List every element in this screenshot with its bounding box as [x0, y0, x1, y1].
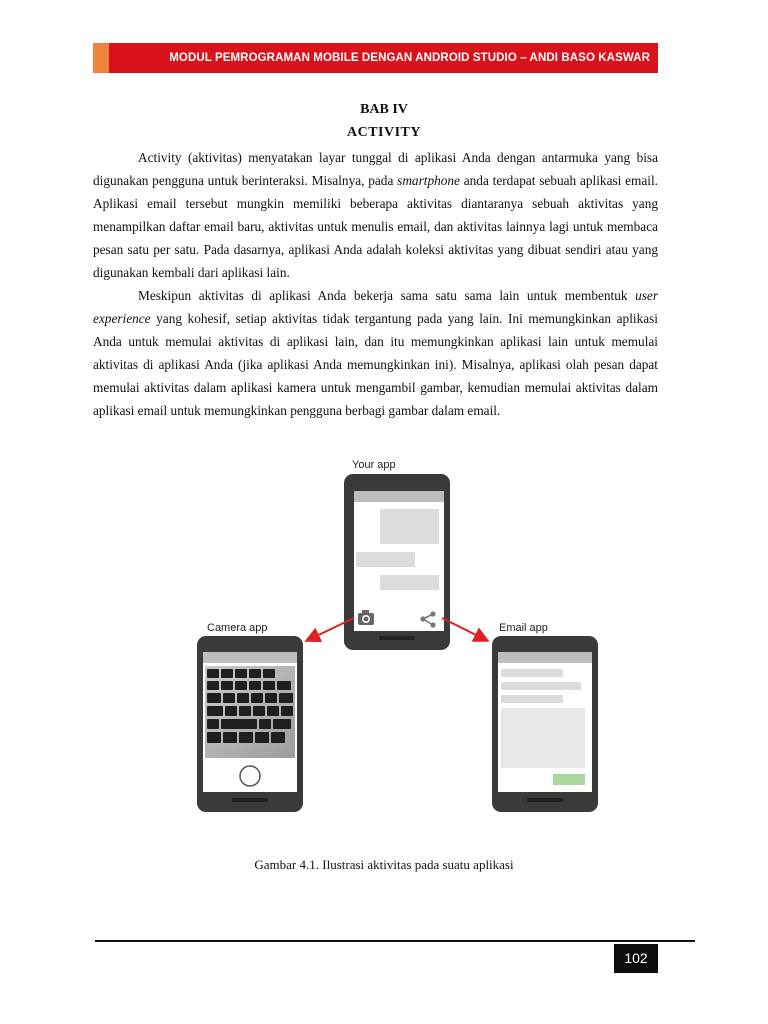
paragraph-2: Meskipun aktivitas di aplikasi Anda bekerja sama satu sama lain untuk membentuk user experience yang kohesif, setiap aktivitas tidak tergantung pada yang lain. Ini memungkinkan aplikasi Anda untuk memulai aktivitas di aplikasi lain, dan itu memungkinkan aplikasi lain untuk memulai aktivitas di aplikasi Anda (jika aplikasi Anda memungkinkan ini). Misalnya, aplikasi olah pesan dapat memulai aktivitas dalam aplikasi kamera untuk mengambil gambar, kemudian memulai aktivitas dalam aplikasi email untuk memungkinkan pengguna berbagi gambar dalam email. [93, 288, 658, 418]
label-camera-app: Camera app [207, 622, 268, 634]
shutter-button-icon [240, 766, 260, 786]
italic-term: smartphone [397, 173, 460, 188]
phone-your-app [344, 459, 450, 650]
chapter-number: BAB IV [360, 102, 408, 117]
italic-term: user experience [93, 288, 658, 326]
running-header: MODUL PEMROGRAMAN MOBILE DENGAN ANDROID STUDIO – ANDI BASO KASWAR [109, 43, 658, 73]
label-your-app: Your app [352, 459, 396, 471]
header-accent [93, 43, 109, 73]
figure-activity-illustration [180, 450, 620, 820]
footer-rule [95, 940, 695, 942]
send-button [553, 774, 585, 785]
figure-svg [180, 450, 620, 820]
phone-email-app [492, 622, 598, 812]
phone-camera-app [197, 622, 303, 812]
paragraph-1: Activity (aktivitas) menyatakan layar tunggal di aplikasi Anda dengan antarmuka yang bisa digunakan pengguna untuk berinteraksi. Misalnya, pada smartphone anda terdapat sebuah aplikasi email. Aplikasi email tersebut mungkin memiliki beberapa aktivitas diantaranya sebuah aktivitas yang menampilkan daftar email baru, aktivitas untuk menulis email, dan aktivitas lainnya lagi untuk membaca pesan satu per satu. Pada dasarnya, aplikasi Anda adalah koleksi aktivitas yang dibuat sendiri atau yang digunakan kembali dari aplikasi lain. [93, 150, 658, 280]
page-number: 102 [614, 944, 658, 973]
chapter-title: ACTIVITY [346, 125, 421, 140]
keyboard-photo [205, 666, 295, 758]
body-text [93, 146, 658, 422]
label-email-app: Email app [499, 622, 548, 634]
figure-caption: Gambar 4.1. Ilustrasi aktivitas pada suatu aplikasi [254, 857, 514, 872]
